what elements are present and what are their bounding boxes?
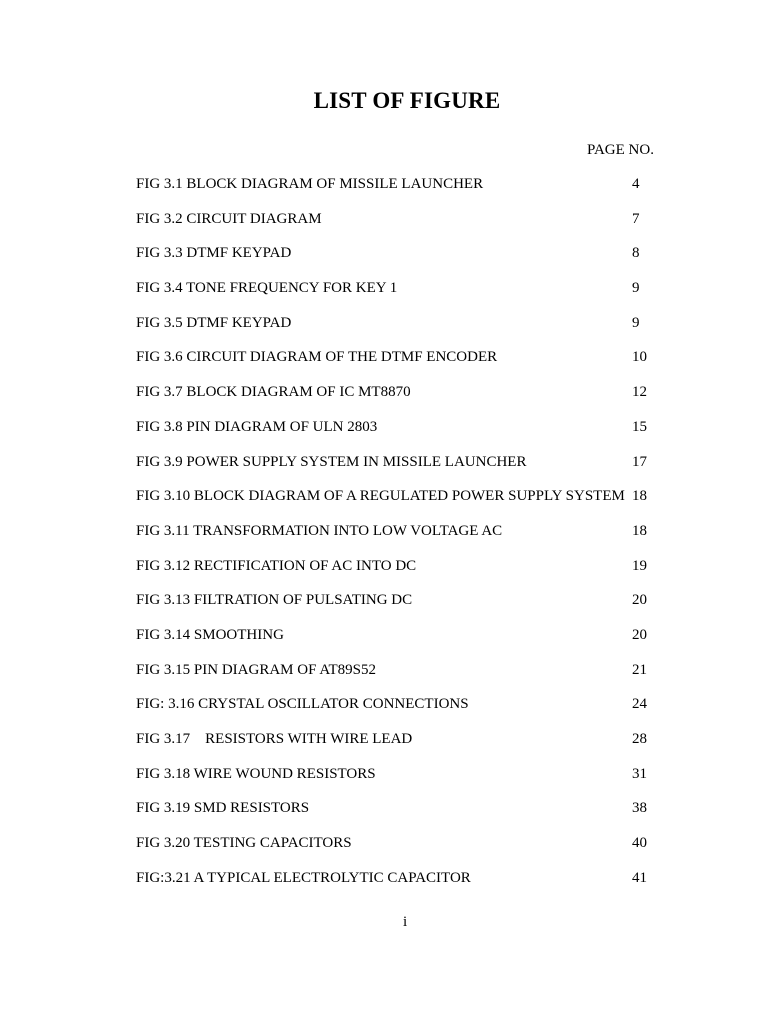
figure-page-number: 17 — [632, 453, 647, 470]
figure-title: FIG 3.3 DTMF KEYPAD — [136, 245, 292, 262]
figure-title: FIG:3.21 A TYPICAL ELECTROLYTIC CAPACITOR — [136, 869, 471, 886]
figure-page-number: 18 — [632, 488, 647, 505]
figure-row — [136, 549, 676, 584]
figure-page-number: 24 — [632, 696, 647, 713]
figure-title: FIG 3.9 POWER SUPPLY SYSTEM IN MISSILE LAUNCHER — [136, 453, 527, 470]
figure-title: FIG 3.11 TRANSFORMATION INTO LOW VOLTAGE AC — [136, 522, 503, 539]
figure-row — [136, 757, 676, 792]
figure-row — [136, 687, 676, 722]
figure-page-number: 9 — [632, 314, 640, 331]
figure-title: FIG 3.18 WIRE WOUND RESISTORS — [136, 765, 376, 782]
figure-row — [136, 722, 676, 757]
figure-list — [136, 167, 676, 895]
figure-title: FIG 3.5 DTMF KEYPAD — [136, 314, 292, 331]
figure-page-number: 12 — [632, 384, 647, 401]
figure-page-number: 38 — [632, 800, 647, 817]
figure-title: FIG: 3.16 CRYSTAL OSCILLATOR CONNECTIONS — [136, 696, 469, 713]
figure-title: FIG 3.20 TESTING CAPACITORS — [136, 835, 352, 852]
figure-page-number: 21 — [632, 661, 647, 678]
figure-page-number: 10 — [632, 349, 647, 366]
figure-page-number: 31 — [632, 765, 647, 782]
figure-page-number: 8 — [632, 245, 640, 262]
figure-row — [136, 791, 676, 826]
figure-title: FIG 3.4 TONE FREQUENCY FOR KEY 1 — [136, 280, 398, 297]
figure-page-number: 15 — [632, 418, 647, 435]
figure-page-number: 7 — [632, 210, 640, 227]
figure-row — [136, 861, 676, 896]
figure-row — [136, 618, 676, 653]
figure-page-number: 19 — [632, 557, 647, 574]
figure-page-number: 9 — [632, 280, 640, 297]
footer-page-number: i — [403, 914, 408, 930]
figure-title: FIG 3.1 BLOCK DIAGRAM OF MISSILE LAUNCHER — [136, 176, 484, 192]
figure-row — [136, 514, 676, 549]
figure-page-number: 41 — [632, 869, 647, 886]
figure-row — [136, 653, 676, 688]
figure-title: FIG 3.15 PIN DIAGRAM OF AT89S52 — [136, 661, 377, 678]
figure-row — [136, 202, 676, 237]
figure-title: FIG 3.13 FILTRATION OF PULSATING DC — [136, 592, 413, 609]
figure-row — [136, 583, 676, 618]
page-no-header: PAGE NO. — [587, 142, 654, 158]
figure-row — [136, 826, 676, 861]
page-title: LIST OF FIGURE — [313, 88, 501, 113]
figure-row — [136, 167, 676, 202]
figure-page-number: 20 — [632, 626, 647, 643]
figure-page-number: 40 — [632, 835, 647, 852]
figure-title: FIG 3.2 CIRCUIT DIAGRAM — [136, 210, 322, 227]
figure-page-number: 18 — [632, 522, 647, 539]
figure-title: FIG 3.14 SMOOTHING — [136, 626, 284, 643]
figure-title: FIG 3.7 BLOCK DIAGRAM OF IC MT8870 — [136, 384, 411, 401]
figure-title: FIG 3.17 RESISTORS WITH WIRE LEAD — [136, 731, 413, 747]
figure-row — [136, 236, 676, 271]
figure-title: FIG 3.12 RECTIFICATION OF AC INTO DC — [136, 557, 417, 574]
figure-title: FIG 3.6 CIRCUIT DIAGRAM OF THE DTMF ENCODER — [136, 349, 498, 366]
figure-title: FIG 3.10 BLOCK DIAGRAM OF A REGULATED POWER SUPPLY SYSTEM — [136, 488, 625, 505]
figure-row — [136, 340, 676, 375]
figure-page-number: 4 — [632, 176, 640, 192]
figure-row — [136, 375, 676, 410]
figure-title: FIG 3.19 SMD RESISTORS — [136, 800, 310, 817]
figure-title: FIG 3.8 PIN DIAGRAM OF ULN 2803 — [136, 418, 378, 435]
figure-row — [136, 445, 676, 480]
figure-row — [136, 306, 676, 341]
figure-row — [136, 410, 676, 445]
figure-row — [136, 479, 676, 514]
figure-row — [136, 271, 676, 306]
figure-page-number: 20 — [632, 592, 647, 609]
figure-page-number: 28 — [632, 731, 647, 747]
